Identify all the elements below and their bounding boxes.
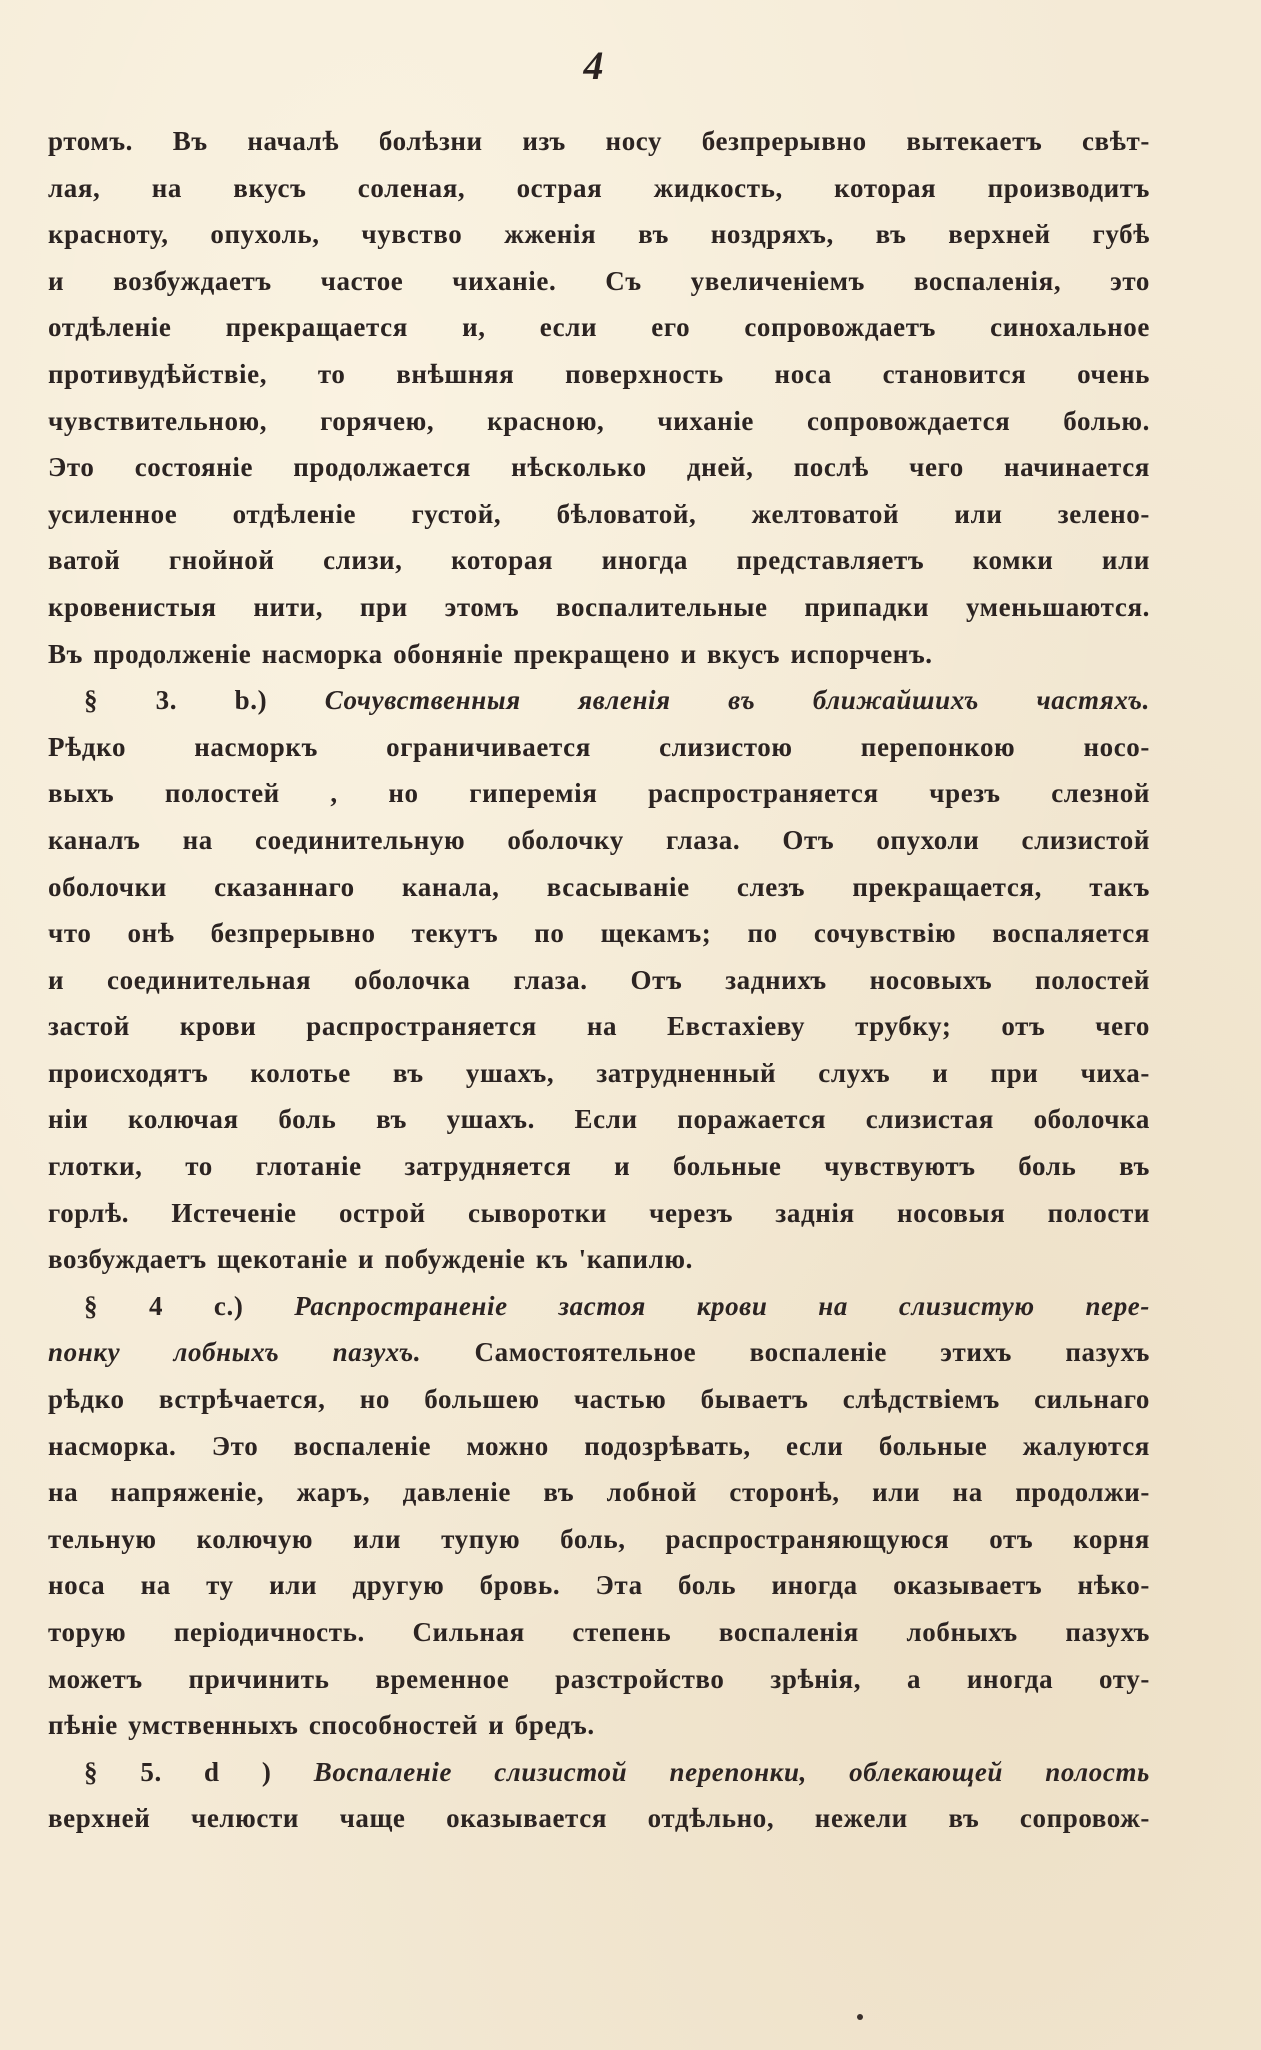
text-line — [48, 1376, 1150, 1423]
line-text: лая, на вкусъ соленая, острая жидкость, которая производитъ — [48, 172, 1150, 203]
line-text: кровенистыя нити, при этомъ воспалительные припадки уменьшаются. — [48, 591, 1150, 622]
text-line — [48, 1702, 1150, 1749]
line-text: противудѣйствіе, то внѣшняя поверхность носа становится очень — [48, 358, 1150, 389]
text-line — [48, 584, 1150, 631]
text-line — [48, 770, 1150, 817]
text-line — [48, 1190, 1150, 1237]
section-title: Сочувственныя явленія въ ближайшихъ частяхъ. — [324, 685, 1150, 716]
line-text: носа на ту или другую бровь. Эта боль иногда оказываетъ нѣко- — [48, 1570, 1150, 1601]
text-line — [48, 864, 1150, 911]
text-line — [48, 1143, 1150, 1190]
section-title: понку лобныхъ пазухъ. — [48, 1337, 422, 1368]
line-text: оболочки сказаннаго канала, всасываніе слезъ прекращается, такъ — [48, 871, 1150, 902]
line-text: насморка. Это воспаленіе можно подозрѣвать, если больные жалуются — [48, 1430, 1150, 1461]
text-line — [48, 1236, 1150, 1283]
text-line — [48, 1423, 1150, 1470]
line-text: глотки, то глотаніе затрудняется и больные чувствуютъ боль въ — [48, 1151, 1150, 1182]
text-line — [48, 211, 1150, 258]
line-text: Рѣдко насморкъ ограничивается слизистою перепонкою носо- — [48, 731, 1150, 762]
text-line — [48, 1656, 1150, 1703]
text-line — [48, 1096, 1150, 1143]
text-line — [48, 351, 1150, 398]
line-text: и соединительная оболочка глаза. Отъ заднихъ носовыхъ полостей — [48, 964, 1150, 995]
text-line — [48, 398, 1150, 445]
line-text: торую періодичность. Сильная степень воспаленія лобныхъ пазухъ — [48, 1617, 1150, 1647]
text-line — [48, 1609, 1150, 1656]
line-text: происходятъ колотье въ ушахъ, затрудненный слухъ и при чиха- — [48, 1057, 1150, 1088]
line-text: ніи колючая боль въ ушахъ. Если поражается слизистая оболочка — [48, 1104, 1150, 1135]
text-line — [48, 1749, 1150, 1796]
line-text: возбуждаетъ щекотаніе и побужденіе къ 'капилю. — [48, 1244, 693, 1275]
section-title: Воспаленіе слизистой перепонки, облекающей полость — [313, 1756, 1150, 1787]
text-line — [48, 537, 1150, 584]
line-text: чувствительною, горячею, красною, чиханіе сопровождается болью. — [48, 405, 1150, 436]
text-line — [48, 1003, 1150, 1050]
text-line — [48, 1795, 1150, 1842]
line-text: § 5. d ) — [84, 1756, 314, 1787]
page-number: 4 — [583, 43, 604, 88]
text-line — [48, 1562, 1150, 1609]
text-line — [48, 1516, 1150, 1563]
line-text: на напряженіе, жаръ, давленіе въ лобной сторонѣ, или на продолжи- — [48, 1477, 1150, 1508]
line-text: и возбуждаетъ частое чиханіе. Съ увеличеніемъ воспаленія, это — [48, 265, 1150, 296]
text-line — [48, 491, 1150, 538]
line-text: пѣніе умственныхъ способностей и бредъ. — [48, 1710, 595, 1741]
text-line — [48, 304, 1150, 351]
line-text: § 4 c.) — [84, 1290, 295, 1321]
line-text: тельную колючую или тупую боль, распространяющуюся отъ корня — [48, 1523, 1150, 1554]
line-text: ртомъ. Въ началѣ болѣзни изъ носу безпрерывно вытекаетъ свѣт- — [48, 126, 1150, 156]
text-line — [48, 957, 1150, 1004]
line-text: § 3. b.) — [84, 685, 325, 716]
line-text: Это состояніе продолжается нѣсколько дней, послѣ чего начинается — [48, 452, 1150, 483]
body-text — [48, 118, 1150, 1842]
text-line — [48, 910, 1150, 957]
line-text: отдѣленіе прекращается и, если его сопровождаетъ синохальное — [48, 312, 1150, 343]
line-text: Самостоятельное воспаленіе этихъ пазухъ — [421, 1337, 1150, 1368]
text-line — [48, 118, 1150, 165]
text-line — [48, 258, 1150, 305]
line-text: Въ продолженіе насморка обоняніе прекращено и вкусъ испорченъ. — [48, 638, 933, 669]
line-text: ватой гнойной слизи, которая иногда представляетъ комки или — [48, 545, 1150, 576]
text-line — [48, 444, 1150, 491]
text-line — [48, 165, 1150, 212]
line-text: горлѣ. Истеченіе острой сыворотки черезъ заднія носовыя полости — [48, 1197, 1150, 1228]
text-line — [48, 724, 1150, 771]
line-text: красноту, опухоль, чувство жженія въ ноздряхъ, въ верхней губѣ — [48, 219, 1150, 250]
ink-speck — [857, 2014, 863, 2020]
line-text: усиленное отдѣленіе густой, бѣловатой, желтоватой или зелено- — [48, 498, 1150, 529]
text-line — [48, 1050, 1150, 1097]
text-line — [48, 1469, 1150, 1516]
text-line — [48, 677, 1150, 724]
section-title: Распространеніе застоя крови на слизистую пере- — [294, 1290, 1150, 1321]
line-text: каналъ на соединительную оболочку глаза. Отъ опухоли слизистой — [48, 824, 1150, 855]
line-text: выхъ полостей , но гиперемія распространяется чрезъ слезной — [48, 778, 1150, 809]
line-text: можетъ причинить временное разстройство зрѣнія, а иногда оту- — [48, 1663, 1150, 1694]
line-text: что онѣ безпрерывно текутъ по щекамъ; по сочувствію воспаляется — [48, 918, 1150, 949]
line-text: верхней челюсти чаще оказывается отдѣльно, нежели въ сопровож- — [48, 1803, 1150, 1834]
text-line — [48, 631, 1150, 678]
line-text: рѣдко встрѣчается, но большею частью бываетъ слѣдствіемъ сильнаго — [48, 1384, 1150, 1415]
text-line — [48, 1283, 1150, 1330]
text-line — [48, 1329, 1150, 1376]
text-line — [48, 817, 1150, 864]
line-text: застой крови распространяется на Евстахіеву трубку; отъ чего — [48, 1011, 1150, 1042]
